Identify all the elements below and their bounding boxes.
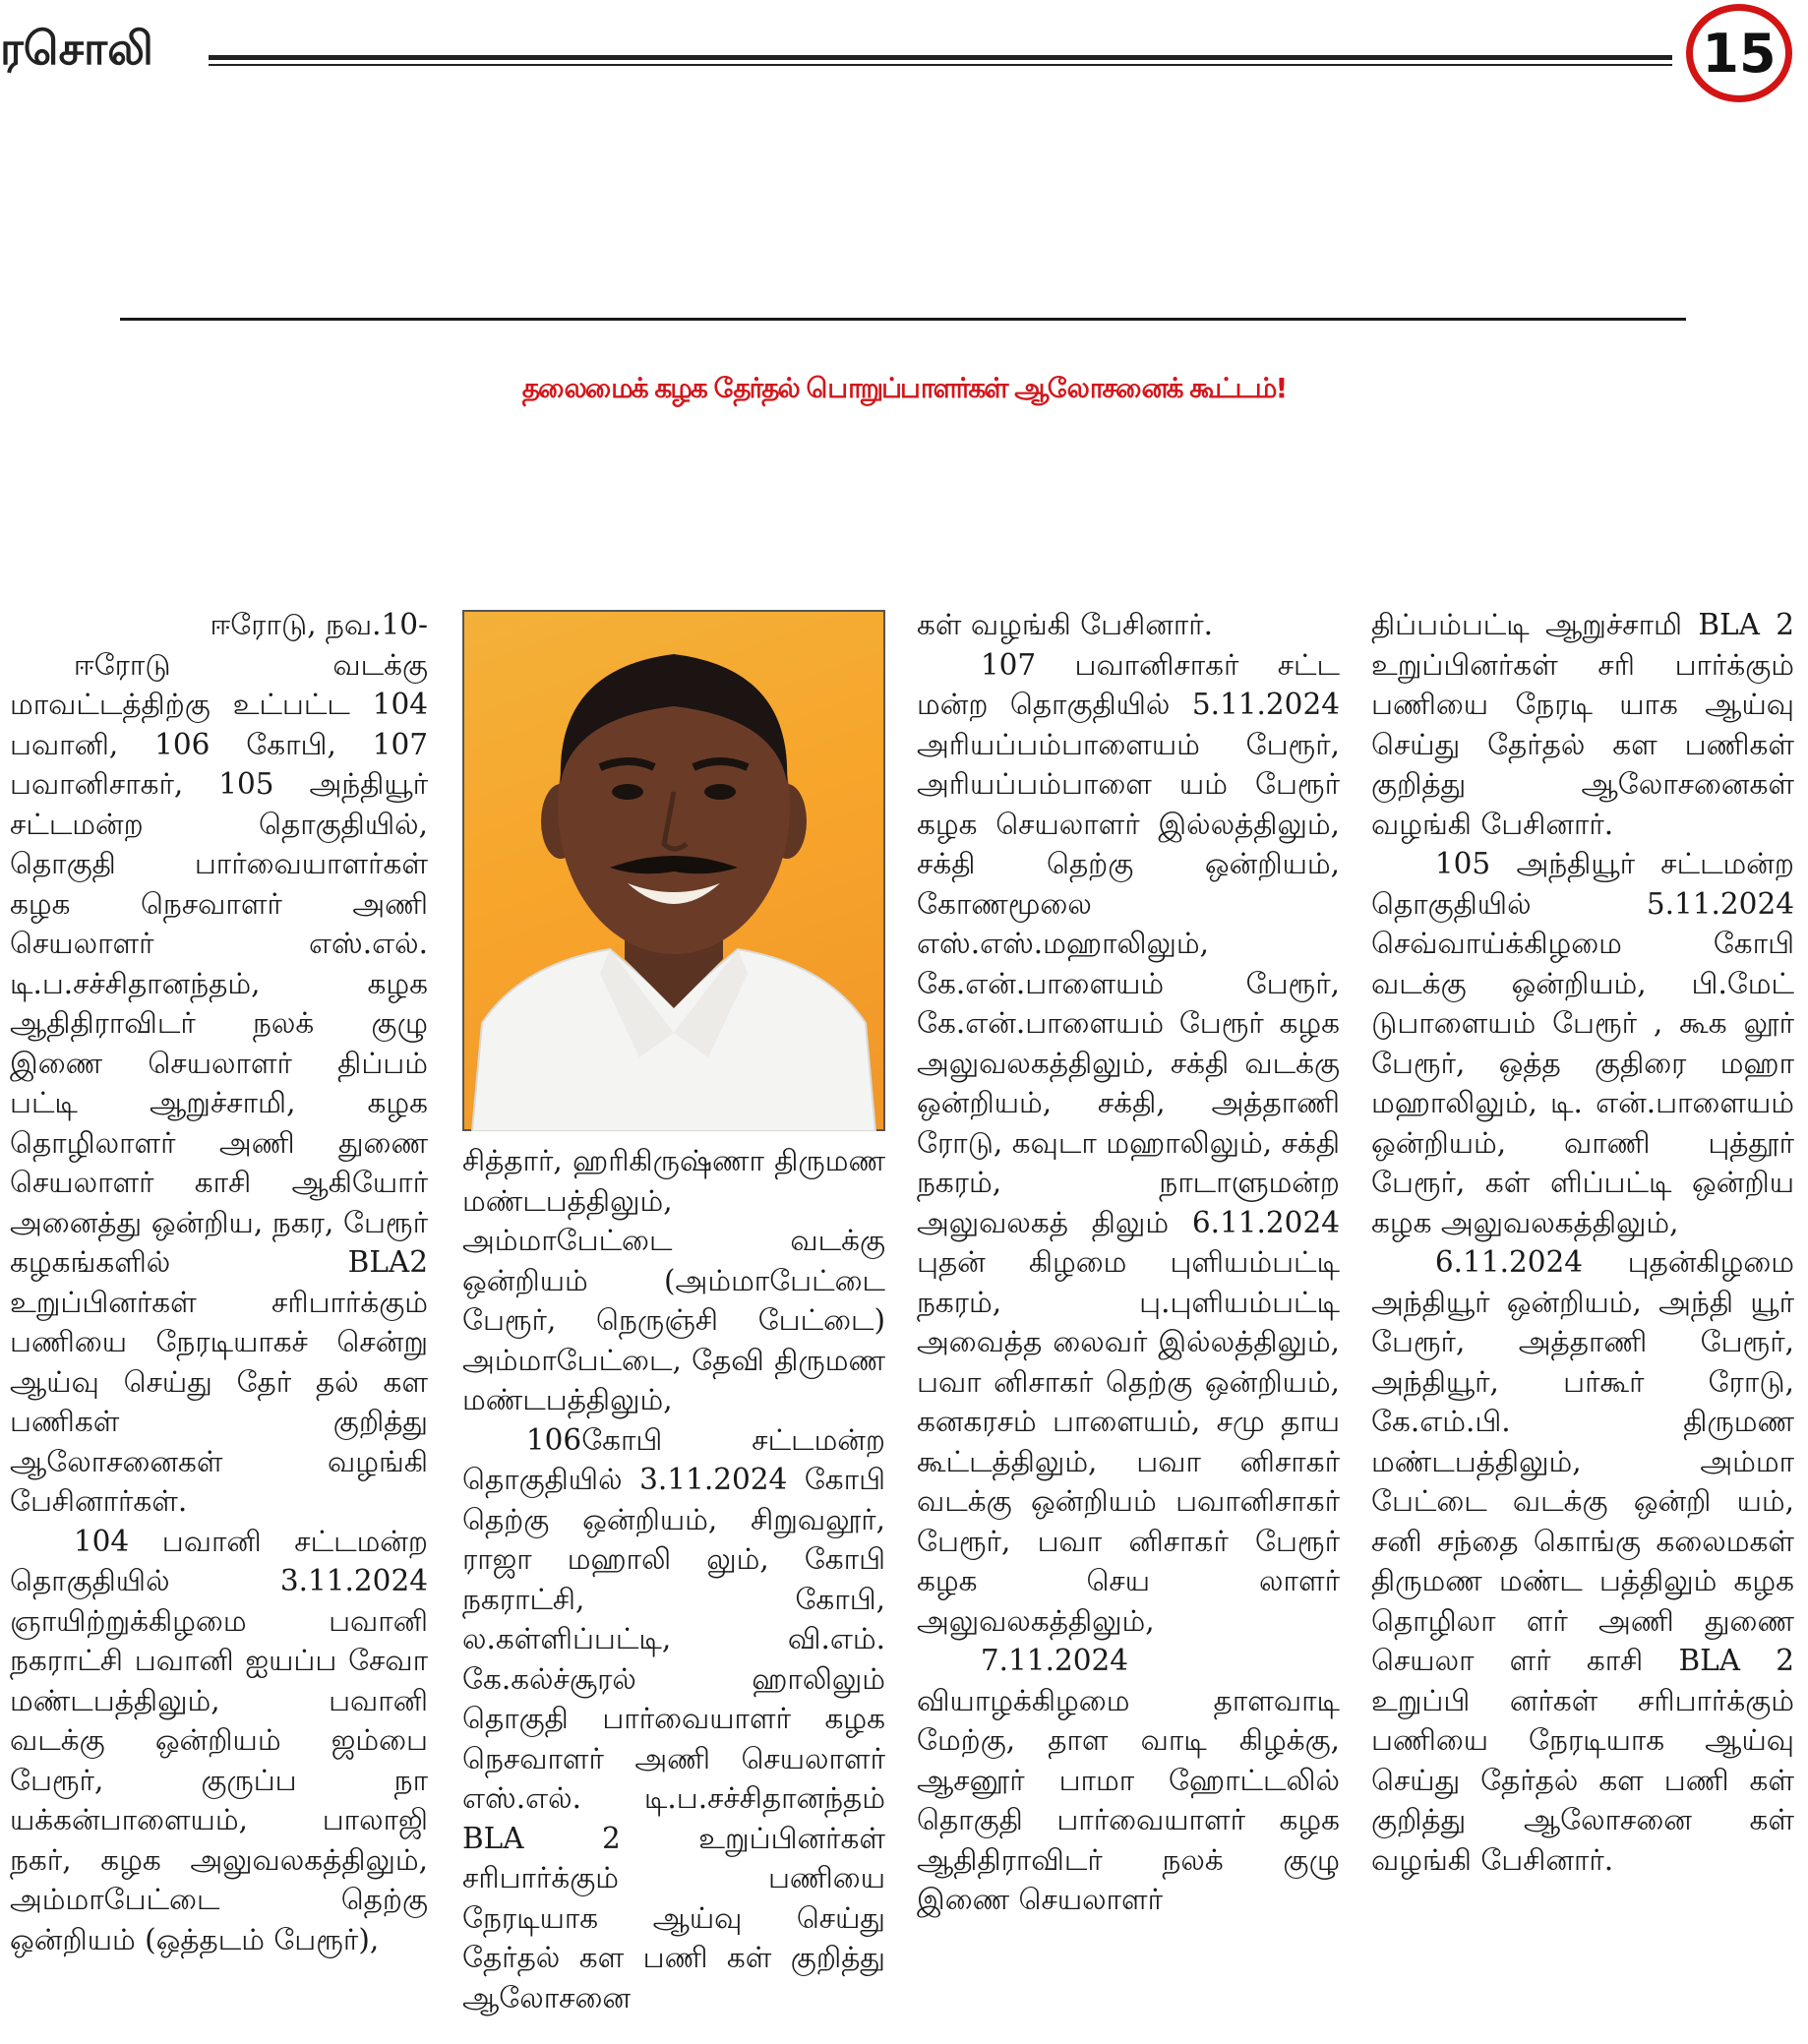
- article-column-4: [1371, 605, 1794, 1880]
- article-column-3: [917, 605, 1340, 1920]
- paragraph: திப்பம்பட்டி ஆறுச்சாமி BLA 2 உறுப்பினர்கள் சரி பார்க்கும் பணியை நேரடி யாக ஆய்வு செய்து தேர்தல் கள பணிகள் குறித்து ஆலோசனைகள் வழங்கி பேசினார்.: [1371, 608, 1794, 841]
- paragraph: 106கோபி சட்டமன்ற தொகுதியில் 3.11.2024 கோபி தெற்கு ஒன்றியம், சிறுவலூர், ராஜா மஹாலி லும், கோபி நகராட்சி, கோபி, ல.கள்ளிப்பட்டி, வி.எம். கே.கல்ச்சூரல் ஹாலிலும் தொகுதி பார்வையாளர் கழக நெசவாளர் அணி செயலாளர் எஸ்.எல். டி.ப.சச்சிதானந்தம் BLA 2 உறுப்பினர்கள் சரிபார்க்கும் பணியை நேரடியாக ஆய்வு செய்து தேர்தல் கள பணி கள் குறித்து ஆலோசனை: [462, 1422, 885, 2014]
- portrait-photo: [462, 610, 885, 1131]
- paragraph: 105 அந்தியூர் சட்டமன்ற தொகுதியில் 5.11.2024 செவ்வாய்க்கிழமை கோபி வடக்கு ஒன்றியம், பி.மேட் டுபாளையம் பேரூர் , கூக லூர் பேரூர், ஒத்த குதிரை மஹா மஹாலிலும், டி. என்.பாளையம் ஒன்றியம், வாணி புத்தூர் பேரூர், கள் ளிப்பட்டி ஒன்றிய கழக அலுவலகத்திலும்,: [1371, 847, 1794, 1239]
- paragraph: 104 பவானி சட்டமன்ற தொகுதியில் 3.11.2024 ஞாயிற்றுக்கிழமை பவானி நகராட்சி பவானி ஐயப்ப சேவா மண்டபத்திலும், பவானி வடக்கு ஒன்றியம் ஜம்பை பேரூர், குருப்ப நா யக்கன்பாளையம், பாலாஜி நகர், கழக அலுவலகத்திலும், அம்மாபேட்டை தெற்கு ஒன்றியம் (ஒத்தடம் பேரூர்),: [10, 1524, 428, 1956]
- page-number-badge: 15: [1686, 4, 1792, 102]
- newspaper-name: ரசொலி: [0, 22, 153, 75]
- paragraph: 6.11.2024 புதன்கிழமை அந்தியூர் ஒன்றியம், அந்தி யூர் பேரூர், அத்தாணி பேரூர், அந்தியூர், பர்கூர் ரோடு, கே.எம்.பி. திருமண மண்டபத்திலும், அம்மா பேட்டை வடக்கு ஒன்றி யம், சனி சந்தை கொங்கு கலைமகள் திருமண மண்ட பத்திலும் கழக தொழிலா ளர் அணி துணை செயலா ளர் காசி BLA 2 உறுப்பி னர்கள் சரிபார்க்கும் பணியை நேரடியாக ஆய்வு செய்து தேர்தல் கள பணி கள் குறித்து ஆலோசனை கள் வழங்கி பேசினார்.: [1371, 1245, 1794, 1877]
- paragraph: ஈரோடு வடக்கு மாவட்டத்திற்கு உட்பட்ட 104 பவானி, 106 கோபி, 107 பவானிசாகர், 105 அந்தியூர் சட்டமன்ற தொகுதியில், தொகுதி பார்வையாளர்கள் கழக நெசவாளர் அணி செயலாளர் எஸ்.எல். டி.ப.சச்சிதானந்தம், கழக ஆதிதிராவிடர் நலக் குழு இணை செயலாளர் திப்பம் பட்டி ஆறுச்சாமி, கழக தொழிலாளர் அணி துணை செயலாளர் காசி ஆகியோர் அனைத்து ஒன்றிய, நகர, பேரூர் கழகங்களில் BLA2 உறுப்பினர்கள் சரிபார்க்கும் பணியை நேரடியாகச் சென்று ஆய்வு செய்து தேர் தல் கள பணிகள் குறித்து ஆலோசனைகள் வழங்கி பேசினார்கள்.: [10, 647, 428, 1518]
- article-column-2: [462, 1141, 885, 2017]
- main-headline: தலைமைக் கழக தேர்தல் பொறுப்பாளர்கள் ஆலோசனைக் கூட்டம்!: [521, 372, 1287, 404]
- article-column-1: [10, 605, 428, 1959]
- masthead-rule-thin: [209, 64, 1672, 66]
- masthead: [0, 0, 1808, 118]
- paragraph: 7.11.2024 வியாழக்கிழமை தாளவாடி மேற்கு, தாள வாடி கிழக்கு, ஆசனூர் பாமா ஹோட்டலில் தொகுதி பார்வையாளர் கழக ஆதிதிராவிடர் நலக் குழு இணை செயலாளர்: [917, 1644, 1340, 1916]
- masthead-rule: [209, 55, 1672, 60]
- paragraph: சித்தார், ஹரிகிருஷ்ணா திருமண மண்டபத்திலும், அம்மாபேட்டை வடக்கு ஒன்றியம் (அம்மாபேட்டை பேரூர், நெருஞ்சி பேட்டை) அம்மாபேட்டை, தேவி திருமண மண்டபத்திலும்,: [462, 1144, 885, 1416]
- paragraph: 107 பவானிசாகர் சட்ட மன்ற தொகுதியில் 5.11.2024 அரியப்பம்பாளையம் பேரூர், அரியப்பம்பாளை யம் பேரூர் கழக செயலாளர் இல்லத்திலும், சக்தி தெற்கு ஒன்றியம், கோணமூலை எஸ்.எஸ்.மஹாலிலும், கே.என்.பாளையம் பேரூர், கே.என்.பாளையம் பேரூர் கழக அலுவலகத்திலும், சக்தி வடக்கு ஒன்றியம், சக்தி, அத்தாணி ரோடு, கவுடா மஹாலிலும், சக்தி நகரம், நாடாளுமன்ற அலுவலகத் திலும் 6.11.2024 புதன் கிழமை புளியம்பட்டி நகரம், பு.புளியம்பட்டி அவைத்த லைவர் இல்லத்திலும், பவா னிசாகர் தெற்கு ஒன்றியம், கனகரசம் பாளையம், சமு தாய கூட்டத்திலும், பவா னிசாகர் வடக்கு ஒன்றியம் பவானிசாகர் பேரூர், பவா னிசாகர் பேரூர் கழக செய லாளர் அலுவலகத்திலும்,: [917, 647, 1340, 1638]
- person-portrait-illustration: [462, 610, 885, 1131]
- paragraph: கள் வழங்கி பேசினார்.: [917, 608, 1214, 641]
- headline-underline: [120, 318, 1686, 321]
- dateline: ஈரோடு, நவ.10-: [210, 608, 428, 641]
